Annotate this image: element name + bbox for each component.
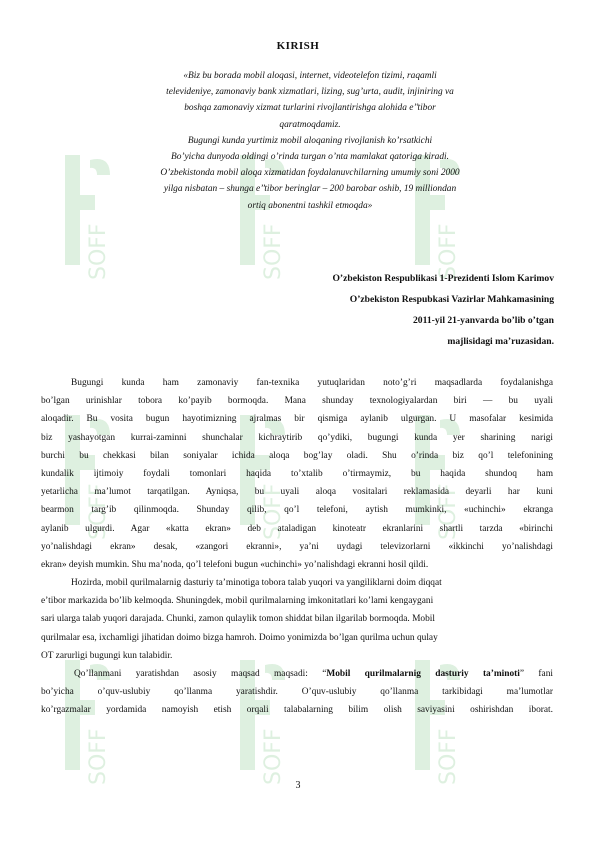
paragraph-line: bo’lgan urinishlar tobora ko’payib bormoqda. Mana shunday texnologiyalardan biri — bu uyali bbox=[41, 396, 553, 407]
paragraph-line: burchi bu chekkasi bilan soniyalar ichida aloqa bog’lay oladi. Shu o’rinda biz qo’l telefonining bbox=[41, 450, 553, 461]
paragraph-line: yo’nalishdagi ekran» desak, «zangori ekranni», ya’ni uydagi televizorlarni «ikkinchi yo’nalishdagi bbox=[41, 541, 553, 552]
paragraph-line: yetarlicha ma’lumot tarqatilgan. Ayniqsa, bu uyali aloqa vositalari reklamasida deyarli har kuni bbox=[41, 487, 553, 498]
svg-text:SOFF: SOFF bbox=[436, 728, 461, 785]
attribution-line: O’zbekiston Respublikasi 1-Prezidenti Islom Karimov bbox=[332, 273, 554, 284]
paragraph-line: aloqadir. Bu vosita bugun hayotimizning ajralmas bir qismiga aylanib ulgurgan. U masofalar kesimida bbox=[41, 414, 553, 425]
svg-text:SOFF: SOFF bbox=[436, 483, 461, 540]
epigraph-line: televideniye, zamonaviy bank xizmatlari, lizing, sug’urta, audit, injiniring va bbox=[166, 87, 454, 98]
paragraph-line: qurilmalar esa, ixchamligi jihatidan doimo bizga hamroh. Doimo yonimizda bo’lgan qurilma uchun qulay bbox=[41, 632, 438, 643]
epigraph-line: boshqa zamonaviy xizmat turlarini rivojlantirishga alohida e’’tibor bbox=[184, 103, 436, 114]
body-text bbox=[41, 374, 553, 720]
paragraph-text: Qo’llanmani yaratishdan asosiy maqsad maqsadi: “ bbox=[74, 669, 327, 679]
paragraph-line: ko’rgazmalar yordamida namoyish etish orqali talabalarning bilim olish saviyasini oshirishdan iborat. bbox=[41, 705, 553, 716]
svg-text:SOFF: SOFF bbox=[86, 483, 111, 540]
paragraph-line: e’tibor markazida bo’lib kelmoqda. Shuningdek, mobil qurilmalarning imkonitatlari ko’lami kengaygani bbox=[41, 596, 434, 607]
epigraph-line: Bo’yicha dunyoda oldingi o’rinda turgan o’nta mamlakat qatoriga kiradi. bbox=[170, 152, 449, 163]
epigraph-quote bbox=[100, 68, 520, 214]
paragraph-line: Bugungi kunda ham zamonaviy fan-texnika yutuqlaridan noto’g’ri maqsadlarda foydalanishga bbox=[71, 378, 553, 388]
page-title: KIRISH bbox=[276, 40, 320, 52]
svg-text:SOFF: SOFF bbox=[261, 728, 286, 785]
epigraph-attribution bbox=[194, 268, 554, 352]
paragraph-line: OT zarurligi bugungi kun talabidir. bbox=[41, 650, 173, 661]
attribution-line: majlisidagi ma’ruzasidan. bbox=[447, 336, 554, 347]
paragraph-line: kundalik ijtimoiy foydali tomonlari haqida to’xtalib o’tirmaymiz, bu haqida shundoq ham bbox=[41, 468, 553, 479]
svg-text:SOFF: SOFF bbox=[261, 223, 286, 280]
svg-text:SOFF: SOFF bbox=[261, 483, 286, 540]
epigraph-line: yilga nisbatan – shunga e’’tibor beringlar – 200 barobar oshib, 19 milliondan bbox=[163, 184, 457, 195]
attribution-line: 2011-yil 21-yanvarda bo’lib o’tgan bbox=[413, 315, 554, 326]
paragraph-text: ” fani bbox=[519, 669, 553, 679]
epigraph-line: ortiq abonentni tashkil etmoqda» bbox=[247, 200, 373, 211]
page-number: 3 bbox=[295, 780, 301, 791]
epigraph-line: qaratmoqdamiz. bbox=[279, 119, 341, 130]
paragraph-line: aylanib ulgurdi. Agar «katta ekran» deb ataladigan kinoteatr ekranlarini shartli tarzda «birinchi bbox=[41, 523, 553, 534]
paragraph-line: sari ularga talab yuqori darajada. Chunki, zamon qulaylik tomon shiddat bilan ilgarilab bormoqda. Mobil bbox=[41, 614, 436, 625]
paragraph-line: Hozirda, mobil qurilmalarnig dasturiy ta’minotiga tobora talab yuqori va yangiliklarni doim diqqat bbox=[71, 578, 442, 589]
svg-text:SOFF: SOFF bbox=[86, 223, 111, 280]
course-title: Mobil qurilmalarnig dasturiy ta’minoti bbox=[326, 669, 520, 679]
paragraph-line: bo’yicha o’quv-uslubiy qo’llanma yaratishdir. O’quv-uslubiy qo’llanma tarkibidagi ma’lumotlar bbox=[41, 687, 553, 698]
epigraph-line: «Biz bu borada mobil aloqasi, internet, videotelefon tizimi, raqamli bbox=[183, 71, 437, 81]
svg-text:SOFF: SOFF bbox=[86, 728, 111, 785]
paragraph-line bbox=[41, 665, 553, 683]
svg-text:SOFF: SOFF bbox=[436, 223, 461, 280]
paragraph-line: bearmon targ’ib qilinmoqda. Shunday qilib, qo’l telefoni, aytish mumkinki, «uchinchi» ekranga bbox=[41, 505, 553, 516]
epigraph-line: O’zbekistonda mobil aloqa xizmatidan foydalanuvchilarning umumiy soni 2000 bbox=[160, 168, 460, 179]
attribution-line: O’zbekiston Respubkasi Vazirlar Mahkamasining bbox=[349, 294, 554, 305]
paragraph-line: ekran» deyish mumkin. Shu ma’noda, qo’l telefoni bugun «uchinchi» yo’nalishdagi ekranni hosil qildi. bbox=[41, 559, 429, 570]
epigraph-line: Bugungi kunda yurtimiz mobil aloqaning rivojlanish ko’rsatkichi bbox=[187, 135, 433, 146]
paragraph-line: biz yashayotgan kurrai-zaminni shunchalar kichraytirib qo’ydiki, bugungi kunda yer sharining narigi bbox=[41, 432, 553, 443]
